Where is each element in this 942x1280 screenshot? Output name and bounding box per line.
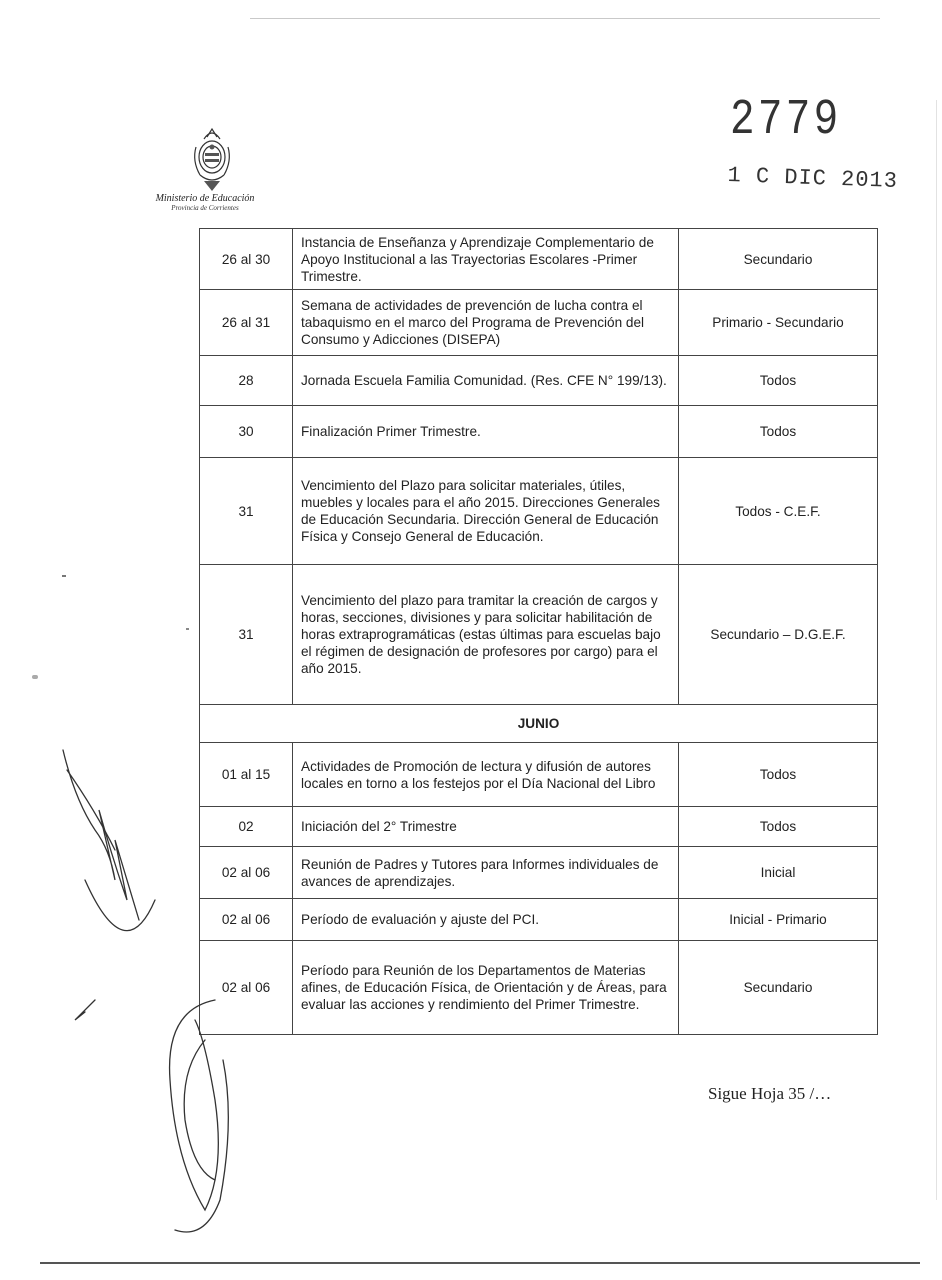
coat-of-arms-icon — [190, 125, 234, 195]
resolution-date-stamp: 1 C DIC 2013 — [727, 163, 899, 194]
month-header-row — [200, 705, 878, 743]
scan-edge-right — [936, 100, 937, 1200]
level-cell: Primario - Secundario — [679, 290, 878, 356]
month-heading: JUNIO — [200, 705, 878, 743]
date-cell: 02 — [200, 807, 293, 847]
level-cell: Inicial - Primario — [679, 899, 878, 941]
scan-speck — [32, 675, 38, 679]
date-cell: 02 al 06 — [200, 847, 293, 899]
level-cell: Secundario — [679, 941, 878, 1035]
activity-cell: Período para Reunión de los Departamentos de Materias afines, de Educación Física, de Orientación y de Áreas, para evaluar las acciones y rendimiento del Primer Trimestre. — [293, 941, 679, 1035]
level-cell: Todos — [679, 807, 878, 847]
level-cell: Todos - C.E.F. — [679, 458, 878, 565]
activity-cell: Vencimiento del Plazo para solicitar materiales, útiles, muebles y locales para el año 2015. Direcciones Generales de Educación Secundaria. Dirección General de Educación Física y Consejo General de Educación. — [293, 458, 679, 565]
activity-cell: Instancia de Enseñanza y Aprendizaje Complementario de Apoyo Institucional a las Trayectorias Escolares -Primer Trimestre. — [293, 229, 679, 290]
table-row — [200, 229, 878, 290]
date-cell: 31 — [200, 458, 293, 565]
scan-speck — [186, 628, 189, 630]
level-cell: Secundario — [679, 229, 878, 290]
table-row — [200, 899, 878, 941]
level-cell: Inicial — [679, 847, 878, 899]
table-row — [200, 458, 878, 565]
table-row — [200, 941, 878, 1035]
ministry-caption — [140, 194, 270, 212]
scan-edge-top — [250, 18, 880, 19]
table-row — [200, 565, 878, 705]
level-cell: Todos — [679, 743, 878, 807]
date-cell: 31 — [200, 565, 293, 705]
date-cell: 02 al 06 — [200, 941, 293, 1035]
date-cell: 30 — [200, 406, 293, 458]
date-cell: 02 al 06 — [200, 899, 293, 941]
ministry-name: Ministerio de Educación — [155, 193, 255, 204]
activity-cell: Finalización Primer Trimestre. — [293, 406, 679, 458]
table-row — [200, 847, 878, 899]
handwritten-signature — [55, 740, 255, 1240]
school-calendar-table — [199, 228, 878, 1035]
continued-on-next-page: Sigue Hoja 35 /… — [708, 1084, 832, 1103]
table-row — [200, 807, 878, 847]
date-cell: 01 al 15 — [200, 743, 293, 807]
level-cell: Todos — [679, 406, 878, 458]
table-row — [200, 290, 878, 356]
activity-cell: Jornada Escuela Familia Comunidad. (Res. CFE N° 199/13). — [293, 356, 679, 406]
resolution-number: 2779 — [730, 92, 842, 149]
activity-cell: Período de evaluación y ajuste del PCI. — [293, 899, 679, 941]
table-row — [200, 743, 878, 807]
province-name: Provincia de Corrientes — [171, 203, 239, 212]
activity-cell: Vencimiento del plazo para tramitar la creación de cargos y horas, secciones, divisiones y para solicitar habilitación de horas extraprogramáticas (estas últimas para escuelas bajo el régimen de designación de profesores por cargo) para el año 2015. — [293, 565, 679, 705]
activity-cell: Iniciación del 2° Trimestre — [293, 807, 679, 847]
level-cell: Secundario – D.G.E.F. — [679, 565, 878, 705]
activity-cell: Semana de actividades de prevención de lucha contra el tabaquismo en el marco del Programa de Prevención del Consumo y Adicciones (DISEPA) — [293, 290, 679, 356]
activity-cell: Actividades de Promoción de lectura y difusión de autores locales en torno a los festejos por el Día Nacional del Libro — [293, 743, 679, 807]
level-cell: Todos — [679, 356, 878, 406]
scan-speck — [62, 575, 66, 577]
table-row — [200, 356, 878, 406]
scan-edge-bottom — [40, 1262, 920, 1264]
date-cell: 26 al 31 — [200, 290, 293, 356]
table-row — [200, 406, 878, 458]
activity-cell: Reunión de Padres y Tutores para Informes individuales de avances de aprendizajes. — [293, 847, 679, 899]
date-cell: 26 al 30 — [200, 229, 293, 290]
date-cell: 28 — [200, 356, 293, 406]
